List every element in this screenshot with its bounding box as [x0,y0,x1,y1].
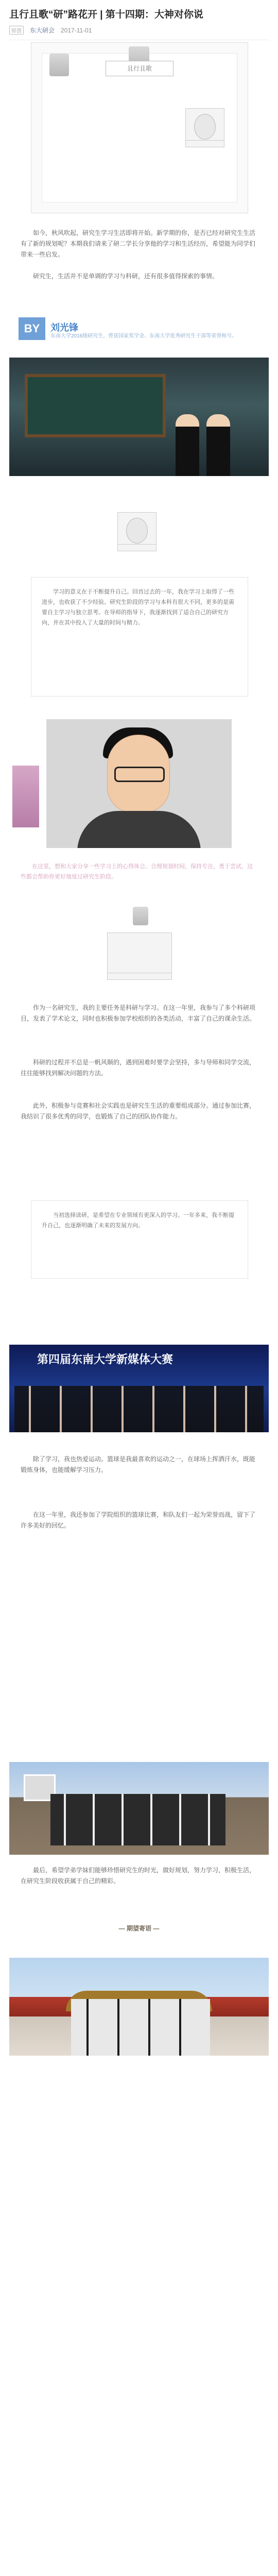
original-tag: 原创 [9,26,24,35]
quote-2-text: 当初选择读研，是希望在专业领域有更深入的学习。一年多来，我不断提升自己，也逐渐明确了未来的发展方向。 [42,1212,234,1229]
group-people [14,1386,264,1432]
body-paragraph-3: 此外，积极参与竞赛和社会实践也是研究生生活的重要组成部分。通过参加比赛，我结识了很多优秀的同学，也锻炼了自己的团队协作能力。 [21,1102,256,1120]
avatar-line-2 [118,544,156,545]
pink-note: 在这里，想和大家分享一些学习上的心得体会。合理规划时间，保持专注，勇于尝试，这些都会帮助你更好地度过研究生阶段。 [21,863,253,880]
avatar-face-2 [126,518,148,544]
quote-card-1 [31,577,248,697]
account-link[interactable]: 东大研会 [30,27,55,34]
section3-paragraph-1: 最后，希望学弟学妹们能够珍惜研究生的时光，做好规划，努力学习，积极生活，在研究生阶段收获属于自己的精彩。 [21,1867,256,1885]
group-photo [9,1345,269,1432]
mini-frame [107,933,172,980]
portrait-glasses [114,767,165,782]
avatar-face [194,114,216,140]
section2-paragraph-2: 在这一年里，我还参加了学院组织的篮球比赛，和队友们一起为荣誉而战，留下了许多美好的回忆。 [21,1511,256,1529]
byline [19,317,260,348]
quote-card-2 [31,1200,248,1279]
basketball-court-photo [9,1762,269,1855]
cover-center-tag: 且行且歌 [106,61,173,76]
person-2 [206,414,230,476]
quote-1-text: 学习的意义在于不断提升自己。回首过去的一年，我在学习上取得了一些进步，也收获了不少经验。研究生阶段的学习与本科有很大不同，更多的是需要自主学习与独立思考。在导师的指导下，我逐渐找到了适合自己的研究方向，并在其中投入了大量的时间与精力。 [42,589,234,626]
intro-paragraph-1: 如今，秋风吹起，研究生学习生活即将开始。新学期的你，是否已经对研究生生活有了新的规划呢？本期我们请来了研二学长分享他的学习和生活经历，希望能为同学们带来一些启发。 [21,229,256,258]
mini-decor [133,907,148,925]
byline-badge: BY [19,317,45,340]
intro-paragraph-2: 研究生，生活并不是单调的学习与科研，还有很多值得探索的事情。 [33,273,219,280]
closing-title: — 期望寄语 — [118,1925,160,1932]
section2-paragraph-1: 除了学习，我也热爱运动。篮球是我最喜欢的运动之一，在球场上挥洒汗水，既能锻炼身体，也能缓解学习压力。 [21,1455,256,1473]
byline-name: 刘光锋 [50,323,78,333]
byline-desc: 东南大学2016级研究生，曾获国家奖学金、东南大学优秀研究生干部等荣誉称号。 [50,333,237,339]
classroom-photo [9,358,269,476]
article-header [0,0,278,35]
portrait-photo [46,719,232,848]
team-members [50,1794,225,1845]
tiananmen-group-photo [9,1958,269,2056]
publish-date: 2017-11-01 [61,26,92,34]
tiananmen-group [71,1999,210,2056]
portrait-shirt [77,811,201,848]
body-paragraph-2: 科研的过程并不总是一帆风顺的，遇到困难时要学会坚持，多与导师和同学交流，往往能够找到解决问题的方法。 [21,1059,256,1077]
group-banner-text: 第四届东南大学新媒体大赛 [37,1353,173,1366]
section-avatar [117,512,157,551]
cover-avatar [185,108,224,147]
article-title: 且行且歌“研”路花开 | 第十四期：大神对你说 [9,9,203,20]
side-decoration [12,766,39,827]
avatar-line [186,140,224,141]
cover-decor-left [49,54,69,76]
body-paragraph-1: 作为一名研究生，我的主要任务是科研与学习。在这一年里，我参与了多个科研项目，发表了学术论文，同时也积极参加学校组织的各类活动，丰富了自己的课余生活。 [21,1004,256,1022]
person-1 [176,414,199,476]
article-meta [9,26,269,35]
chalkboard [25,374,166,437]
